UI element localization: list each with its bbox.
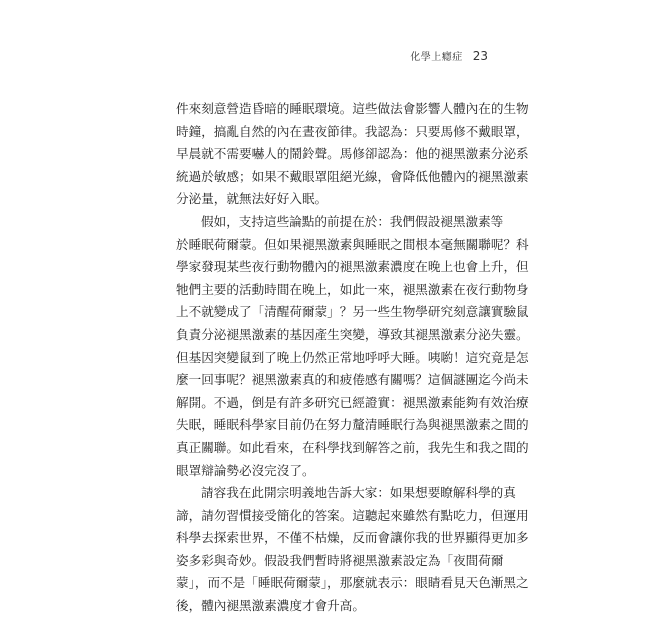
text-line: 但基因突變鼠到了晚上仍然正常地呼呼大睡。咦喲！這究竟是怎 (176, 349, 529, 365)
text-line: 蒙」，而不是「睡眠荷爾蒙」，那麼就表示：眼睛看見天色漸黑之 (176, 575, 529, 591)
text-line: 統過於敏感；如果不戴眼罩阻絕光線，會降低他體內的褪黑激素 (176, 168, 529, 184)
page-number: 23 (472, 49, 488, 63)
text-line: 上不就變成了「清醒荷爾蒙」？另一些生物學研究刻意讓實驗鼠 (176, 304, 529, 320)
text-line: 於睡眠荷爾蒙。但如果褪黑激素與睡眠之間根本毫無關聯呢？科 (176, 236, 529, 252)
text-line: 負責分泌褪黑激素的基因產生突變，導致其褪黑激素分泌失靈。 (176, 326, 529, 342)
running-header-title: 化學上癮症 (410, 52, 463, 63)
paragraph-1 (176, 98, 529, 211)
text-line: 分泌量，就無法好好入眠。 (176, 191, 328, 207)
text-line: 科學去探索世界，不僅不枯燥，反而會讓你我的世界顯得更加多 (176, 530, 529, 546)
paragraph-3 (176, 482, 529, 618)
text-line: 麼一回事呢？褪黑激素真的和疲倦感有關嗎？這個謎團迄今尚未 (176, 372, 529, 388)
paragraph-2 (176, 211, 529, 482)
body-text (176, 98, 529, 618)
running-header (180, 48, 488, 64)
text-line: 解開。不過，倒是有許多研究已經證實：褪黑激素能夠有效治療 (176, 394, 529, 410)
text-line: 學家發現某些夜行動物體內的褪黑激素濃度在晚上也會上升，但 (176, 259, 529, 275)
text-line: 失眠，睡眠科學家目前仍在努力釐清睡眠行為與褪黑激素之間的 (176, 417, 529, 433)
text-line: 諦，請勿習慣接受簡化的答案。這聽起來雖然有點吃力，但運用 (176, 507, 529, 523)
text-line: 後，體內褪黑激素濃度才會升高。 (176, 598, 365, 614)
text-line: 請容我在此開宗明義地告訴大家：如果想要瞭解科學的真 (201, 485, 516, 501)
text-line: 早晨就不需要嚇人的鬧鈴聲。馬修卻認為：他的褪黑激素分泌系 (176, 146, 529, 162)
text-line: 真正關聯。如此看來，在科學找到解答之前，我先生和我之間的 (176, 439, 529, 455)
text-line: 姿多彩與奇妙。假設我們暫時將褪黑激素設定為「夜間荷爾 (176, 552, 504, 568)
text-line: 眼罩辯論勢必沒完沒了。 (176, 462, 315, 478)
text-line: 牠們主要的活動時間在晚上，如此一來，褪黑激素在夜行動物身 (176, 281, 529, 297)
text-line: 件來刻意營造昏暗的睡眠環境。這些做法會影響人體內在的生物 (176, 101, 529, 116)
text-line: 假如，支持這些論點的前提在於：我們假設褪黑激素等 (201, 213, 504, 229)
text-line: 時鐘，搞亂自然的內在晝夜節律。我認為：只要馬修不戴眼罩， (176, 123, 529, 139)
